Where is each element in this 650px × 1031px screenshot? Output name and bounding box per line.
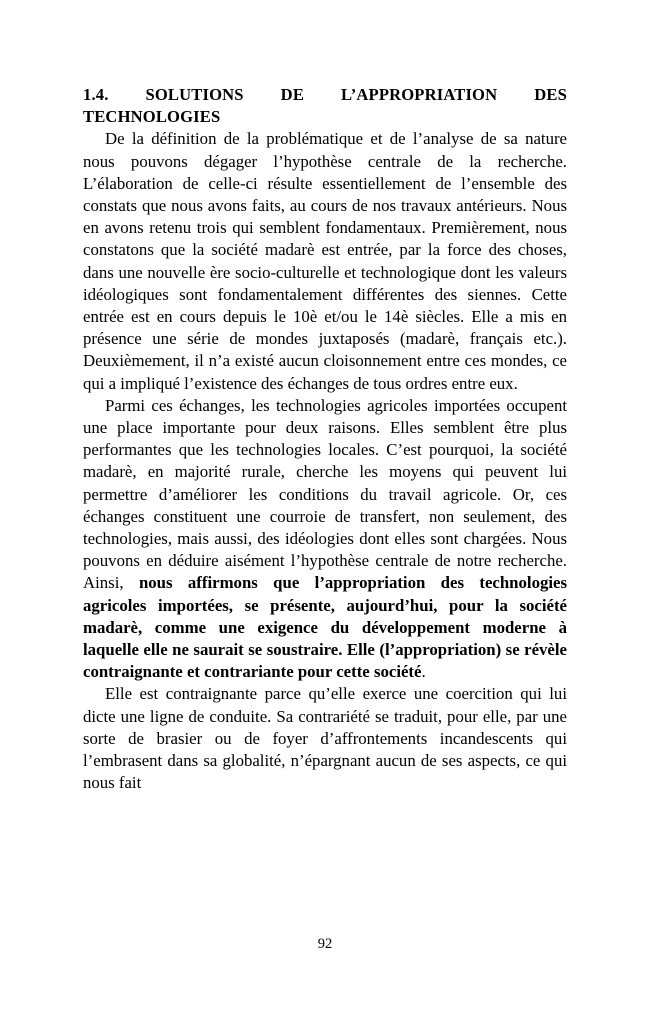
body-paragraph-3: Elle est contraignante parce qu’elle exerce une coercition qui lui dicte une ligne de conduite. Sa contrariété se traduit, pour elle, par une sorte de brasier ou de foyer d’affrontements incandescents qui l’embrasent dans sa globalité, n’épargnant aucun de ses aspects, ce qui nous fait	[83, 684, 567, 793]
body-paragraph-1: De la définition de la problématique et de l’analyse de sa nature nous pouvons dégager l’hypothèse centrale de la recherche. L’élaboration de celle-ci résulte essentiellement de l’ensemble des constats que nous avons faits, au cours de nos travaux antérieurs. Nous en avons retenu trois qui semblent fondamentaux. Premièrement, nous constatons que la société madarè est entrée, par la force des choses, dans une nouvelle ère socio-culturelle et technologique dont les valeurs idéologiques sont fondamentalement différentes des siennes. Cette entrée est en cours depuis le 10è et/ou le 14è siècles. Elle a mis en présence une série de mondes juxtaposés (madarè, français etc.). Deuxièmement, il n’a existé aucun cloisonnement entre ces mondes, ce qui a impliqué l’existence des échanges de tous ordres entre eux.	[83, 129, 567, 393]
text-column	[83, 84, 567, 795]
body-paragraph-2	[83, 395, 567, 684]
paragraph-2-run-regular-trail: .	[421, 662, 426, 682]
paragraph-2-run-bold-hypothesis: nous affirmons que l’appropriation des technologies agricoles importées, se présente, aujourd’hui, pour la société madarè, comme une exigence du développement moderne à laquelle elle ne saurait se soustraire. Elle (l’appropriation) se révèle contraignante et contrariante pour cette société	[83, 573, 567, 682]
paragraph-2-run-regular-lead: Parmi ces échanges, les technologies agricoles importées occupent une place importante pour deux raisons. Elles semblent être plus performantes que les technologies locales. C’est pourquoi, la société madarè, en majorité rurale, cherche les moyens qui peuvent lui permettre d’améliorer les conditions du travail agricole. Or, ces échanges constituent une courroie de transfert, non seulement, des technologies, mais aussi, des idéologies dont elles sont chargées. Nous pouvons en déduire aisément l’hypothèse centrale de notre recherche. Ainsi,	[83, 395, 567, 593]
page-number-folio: 92	[317, 936, 333, 952]
section-heading: 1.4. SOLUTIONS DE L’APPROPRIATION DES TECHNOLOGIES	[83, 85, 567, 127]
